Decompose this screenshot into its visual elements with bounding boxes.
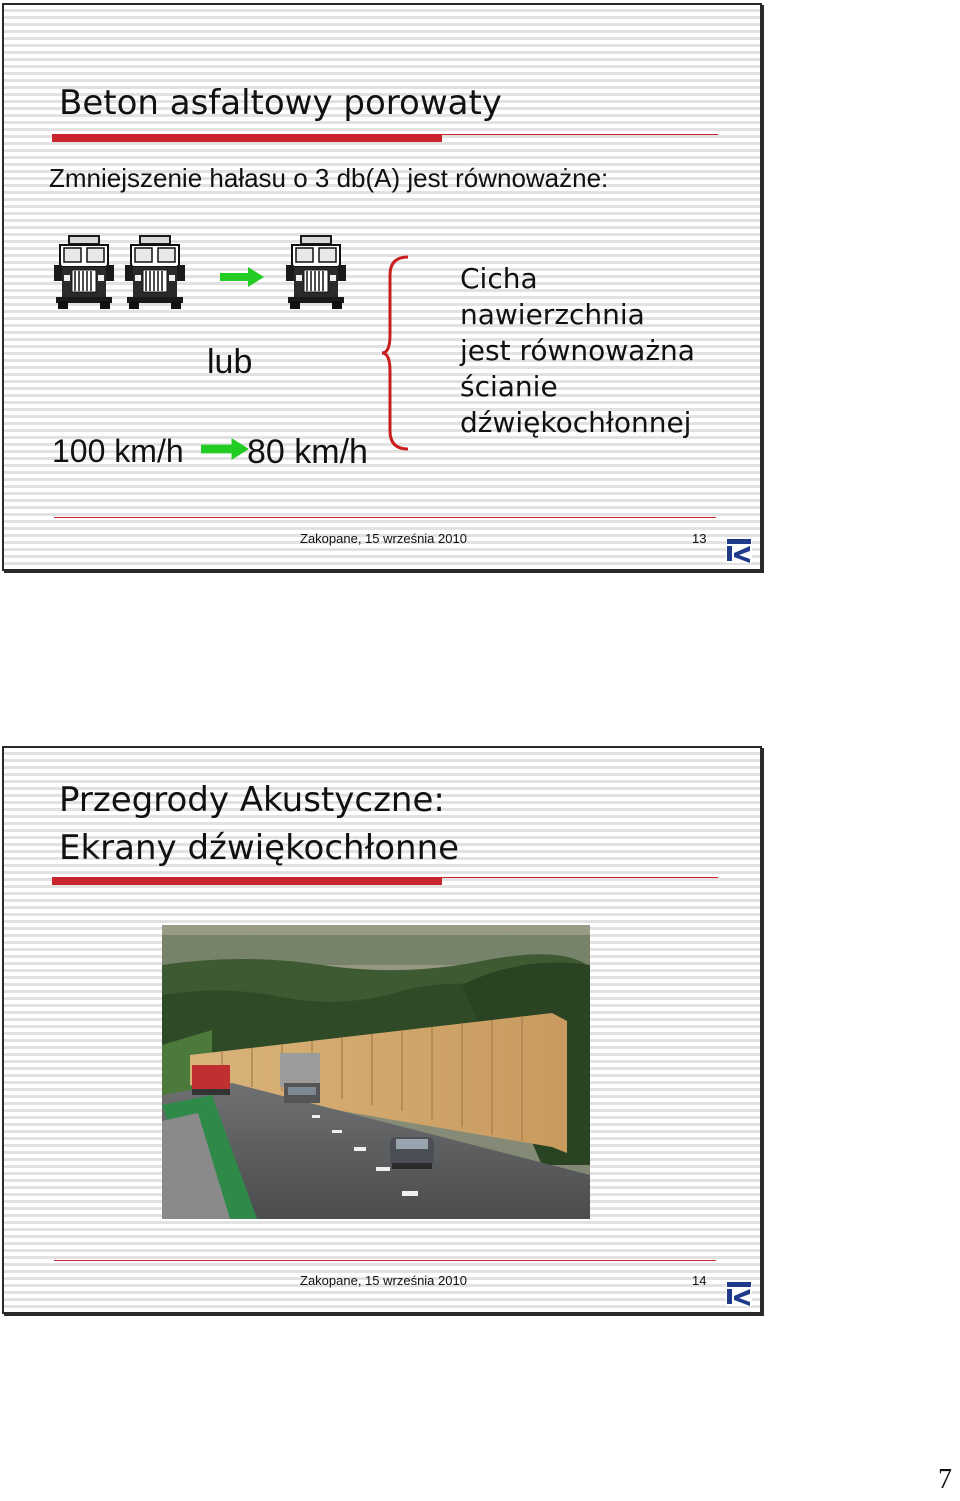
truck-icon [54,235,114,309]
photo-noise-barrier [162,925,590,1219]
slide-14 [2,746,762,1314]
slide-subtitle: Zmniejszenie hałasu o 3 db(A) jest równoważne: [49,163,609,193]
page-number: 13 [692,531,707,546]
sheet-page-number: 7 [938,1464,952,1495]
or-label: lub [207,343,253,381]
result-text [460,261,695,441]
footer-rule [54,517,716,518]
title-line: Przegrody Akustyczne: [59,780,445,820]
truck-icon [286,235,346,309]
green-arrow-icon [220,267,264,287]
logo-icon [726,537,752,563]
result-line: nawierzchnia [460,298,645,331]
slide-title: Beton asfaltowy porowaty [59,83,502,123]
result-line: jest równoważna [460,334,695,367]
title-underline-thin [442,877,718,878]
title-underline [52,134,442,142]
logo-icon [726,1280,752,1306]
title-underline [52,877,442,885]
title-line: Ekrany dźwiękochłonne [59,828,460,868]
slide-13 [2,3,762,571]
result-line: dźwiękochłonnej [460,406,692,439]
footer-text: Zakopane, 15 września 2010 [300,531,467,546]
slide-title [59,776,459,872]
green-arrow-icon [201,438,249,460]
result-line: Cicha [460,262,538,295]
speed-from: 100 km/h [52,433,184,469]
footer-rule [54,1260,716,1261]
brace-icon [380,255,412,451]
result-line: ścianie [460,370,558,403]
truck-icon [125,235,185,309]
speed-to: 80 km/h [247,433,368,471]
page-number: 14 [692,1273,707,1288]
footer-text: Zakopane, 15 września 2010 [300,1273,467,1288]
title-underline-thin [442,134,718,135]
